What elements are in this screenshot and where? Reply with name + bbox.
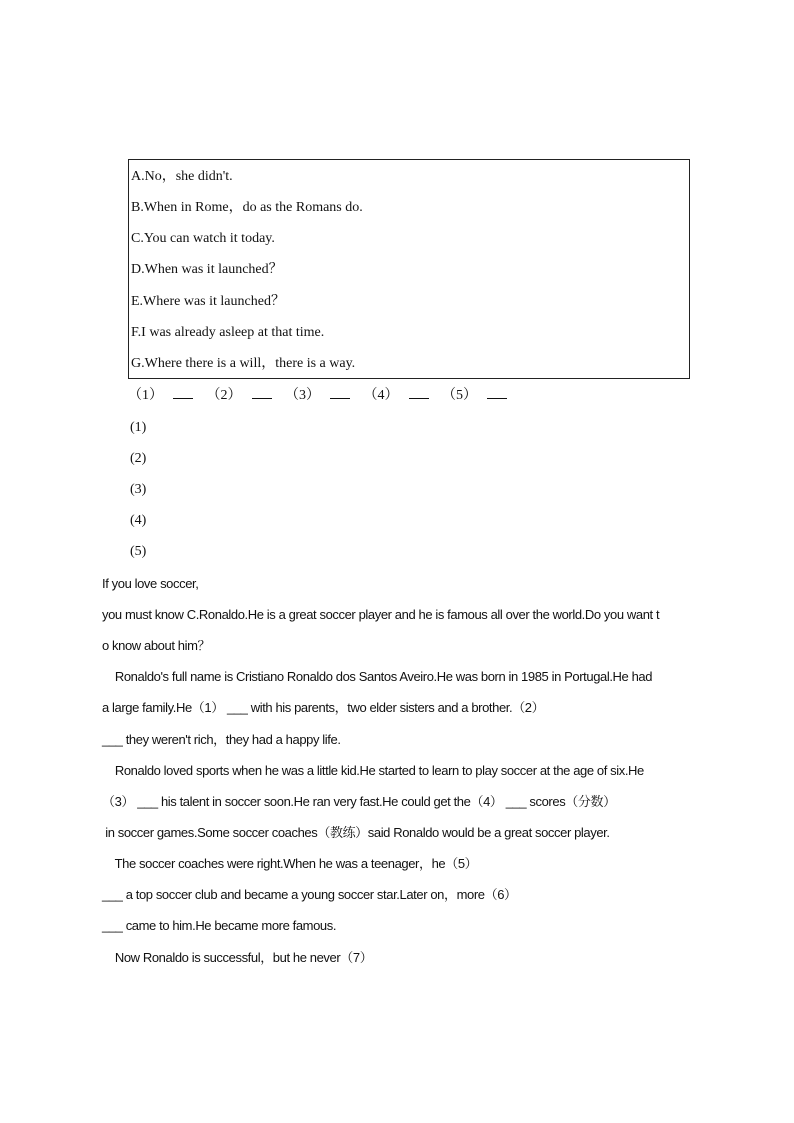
- option-b: B.When in Rome，do as the Romans do.: [131, 200, 363, 215]
- option-e: E.Where was it launched？: [131, 294, 285, 309]
- passage-line: Now Ronaldo is successful，but he never（7）: [102, 950, 373, 965]
- numbered-item-3: (3): [130, 482, 147, 497]
- numbered-item-1: (1): [130, 420, 147, 435]
- passage-line: you must know C.Ronaldo.He is a great soccer player and he is famous all over the world.Do you want t: [102, 607, 660, 622]
- passage-line: If you love soccer,: [102, 576, 199, 591]
- answer-blank[interactable]: [173, 386, 193, 399]
- passage-line: The soccer coaches were right.When he was a teenager，he（5）: [102, 856, 478, 871]
- passage-line: ___ a top soccer club and became a young soccer star.Later on，more（6）: [102, 887, 517, 902]
- answer-label-4: （4）: [363, 388, 399, 403]
- options-box: [128, 159, 690, 379]
- option-g: G.Where there is a will，there is a way.: [131, 356, 356, 371]
- answer-label-2: （2）: [206, 388, 242, 403]
- answer-blank[interactable]: [487, 386, 507, 399]
- option-a: A.No，she didn't.: [131, 169, 233, 184]
- passage-line: o know about him？: [102, 638, 211, 653]
- passage-line: a large family.He（1） ___ with his parents，two elder sisters and a brother.（2）: [102, 700, 545, 715]
- answer-blank[interactable]: [330, 386, 350, 399]
- numbered-item-5: (5): [130, 544, 147, 559]
- answer-label-1: （1）: [128, 388, 163, 403]
- passage-line: （3） ___ his talent in soccer soon.He ran very fast.He could get the（4） ___ scores（分数）: [102, 794, 616, 809]
- numbered-item-4: (4): [130, 513, 147, 528]
- option-d: D.When was it launched？: [131, 262, 283, 277]
- passage-line: Ronaldo loved sports when he was a little kid.He started to learn to play soccer at the age of six.He: [102, 763, 644, 778]
- passage-line: ___ they weren't rich，they had a happy life.: [102, 732, 341, 747]
- answer-blank[interactable]: [409, 386, 429, 399]
- answer-blanks-line: [128, 386, 517, 406]
- option-f: F.I was already asleep at that time.: [131, 325, 325, 340]
- passage-line: Ronaldo's full name is Cristiano Ronaldo dos Santos Aveiro.He was born in 1985 in Portugal.He had: [102, 669, 653, 684]
- answer-label-3: （3）: [285, 388, 320, 403]
- answer-blank[interactable]: [252, 386, 272, 399]
- passage-line: in soccer games.Some soccer coaches（教练）said Ronaldo would be a great soccer player.: [102, 825, 610, 840]
- numbered-item-2: (2): [130, 451, 147, 466]
- passage-line: ___ came to him.He became more famous.: [102, 918, 337, 933]
- answer-label-5: （5）: [442, 388, 477, 403]
- option-c: C.You can watch it today.: [131, 231, 275, 246]
